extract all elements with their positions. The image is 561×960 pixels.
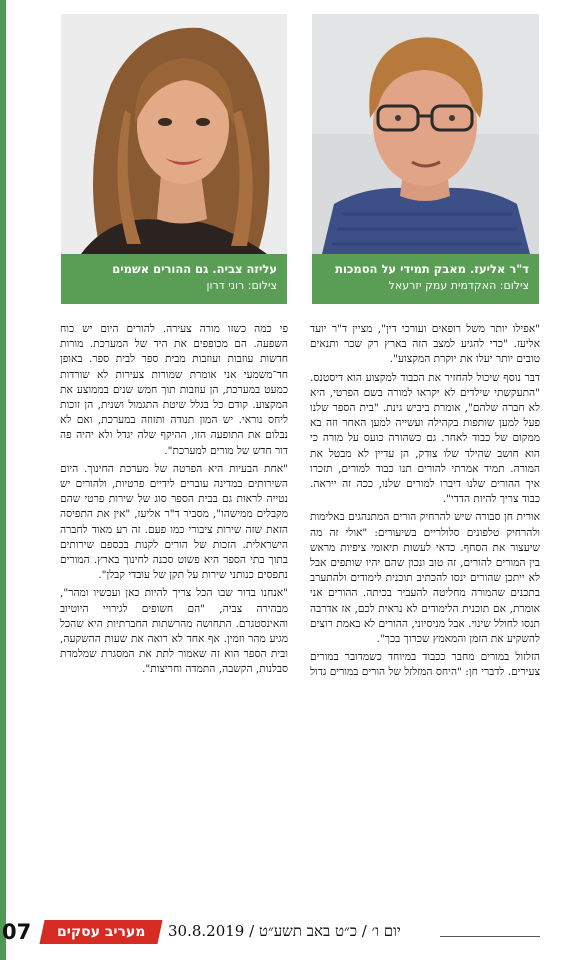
caption-title: עליזה צביה. גם ההורים אשמים: [112, 262, 277, 276]
paragraph: דבר נוסף שיכול להחזיר את הכבוד למקצוע הוא דיסטנס. "התעקשתי שילדים לא יקראו למורה בשם הפרטי, היא לא חברה שלהם", אומרת ביביש גינת. "בית הספר שלנו פעל למען שותפות בקהילה ועשייה למען האחר וזה בא ממקום של כבוד לאחר. גם כשהורה כועס על מורה כי הוא חושב שהילד שלו צודק, הן עדיין לא מבטל את המורה. תמיד אמרתי להורים תנו כבוד למורים, תזכרו איך ההורים שלנו דיברו למורים שלנו, ככה זה ייראה. כבוד צריך להיות הדדי".: [310, 371, 540, 506]
caption-credit: צילום: רוני דרון: [206, 279, 277, 292]
photo-caption-left: [61, 254, 287, 304]
paragraph: "אחת הבעיות היא הפרטה של מערכת החינוך. היום השירותים במדינה עוברים לידיים פרטיות, ולהורים יש נטייה לראות גם בבית הספר סוג של שירות פרטי שהם מקבלים ממישהו", מסביר ד"ר אליעז, "אין את התפיסה הזאת שזה שירות ציבורי כמו פעם. זה רע מאוד לחברה הישראלית. הזכות של הורים לקנות בכספם שירותים בתוך בתי הספר היא פשוט סכנה לחינוך בארץ. המורים נתפסים כנותני שירות על תקן של עובדי קבלן".: [60, 462, 288, 582]
page-footer: [0, 918, 561, 946]
page-number: 07: [2, 920, 32, 944]
caption-title: ד"ר אליעז. מאבק תמידי על הסמכות: [335, 262, 529, 276]
caption-credit: צילום: האקדמית עמק יזרעאל: [388, 279, 529, 292]
footer-rule: [440, 936, 540, 937]
article-column-left: [60, 322, 288, 681]
paragraph: פי כמה כשזו מורה צעירה. להורים היום יש כוח השפעה. הם מכופפים את היד של המערכת. מורות חדשות עוזבות ועוזבות מבית ספר לבית ספר. באופן חד־משמעי אני אומרת שמורות צעירות לא שורדות כמעט במערכת, הן עוזבות תוך חמש שנים בממוצע את המקצוע. קודם כל בגלל שיטת התגמול ושנית, הן זוכות ליחס נוראי. יש המון תנודה ותזוזה במערכת, ואם לא נבלום את התופעה הזו, ההיקף שלה יגדל ולא יהיה פה דור חדש של מורים למערכת".: [60, 323, 288, 457]
paragraph: אורית חן סבורה שיש להרחיק הורים המתנהגים באלימות ולהרחיק טלפונים סלולריים בשיעורים: "אולי זה מה שיעצור את הסחף. כדאי לעשות תיאומי ציפיות מראש בין המורים להורים, זה טוב ונכון שהם יהיו שותפים אבל לא ייתכן שהורים ינסו להכתיב תוכנית לימודים ולהתערב בתכנים שהמורה מחליטה להעביר בכיתה. ההורים אני אומרת, אם תוכנית הלימודים לא נראית לכם, אז אדרבה תנסו לחולל שינוי. אבל מניסיוני, ההורים לא באמת רוצים להשקיע את הזמן והמאמץ שכרוך בכך".: [310, 511, 540, 646]
paragraph: הזלזול במורים מחבר ככבוד במיוחד כשמדובר במורים צעירים. לדברי חן: "היחס המזלזל של הורים במורים גדול: [310, 651, 540, 679]
portrait-photo-man: [312, 14, 539, 254]
publication-logo: [39, 920, 162, 944]
paragraph: "אפילו יותר משל רופאים ועורכי דין", מציין ד"ר יועד אליעז. "כדי להגיע למצב הזה בארץ רק שכר ותנאים טובים יותר יעלו את יוקרת המקצוע".: [310, 323, 540, 366]
issue-date: יום ו׳ / כ״ט באב תשע״ט / 30.8.2019: [168, 922, 401, 940]
logo-text: מעריב עסקים: [56, 924, 146, 940]
paragraph: "אנחנו בדור שבו הכל צריך להיות כאן ועכשיו ומהר", מבהירה צביה, "הם חשופים לגירויי היוטיוב והאינסטגרם. התחושה מהרשתות החברתיות היא שהכל מגיע מהר וזמין. אף אחד לא רואה את שעות ההשקעה, ובית הספר הוא זה שאמור לתת את המסגרת שמלמדת סבלנות, הקשבה, התמדה וחריצות".: [60, 587, 288, 676]
portrait-photo-woman: [61, 14, 287, 254]
page-edge-rail: [0, 0, 6, 960]
article-column-right: [310, 322, 540, 684]
photo-caption-right: [312, 254, 539, 304]
